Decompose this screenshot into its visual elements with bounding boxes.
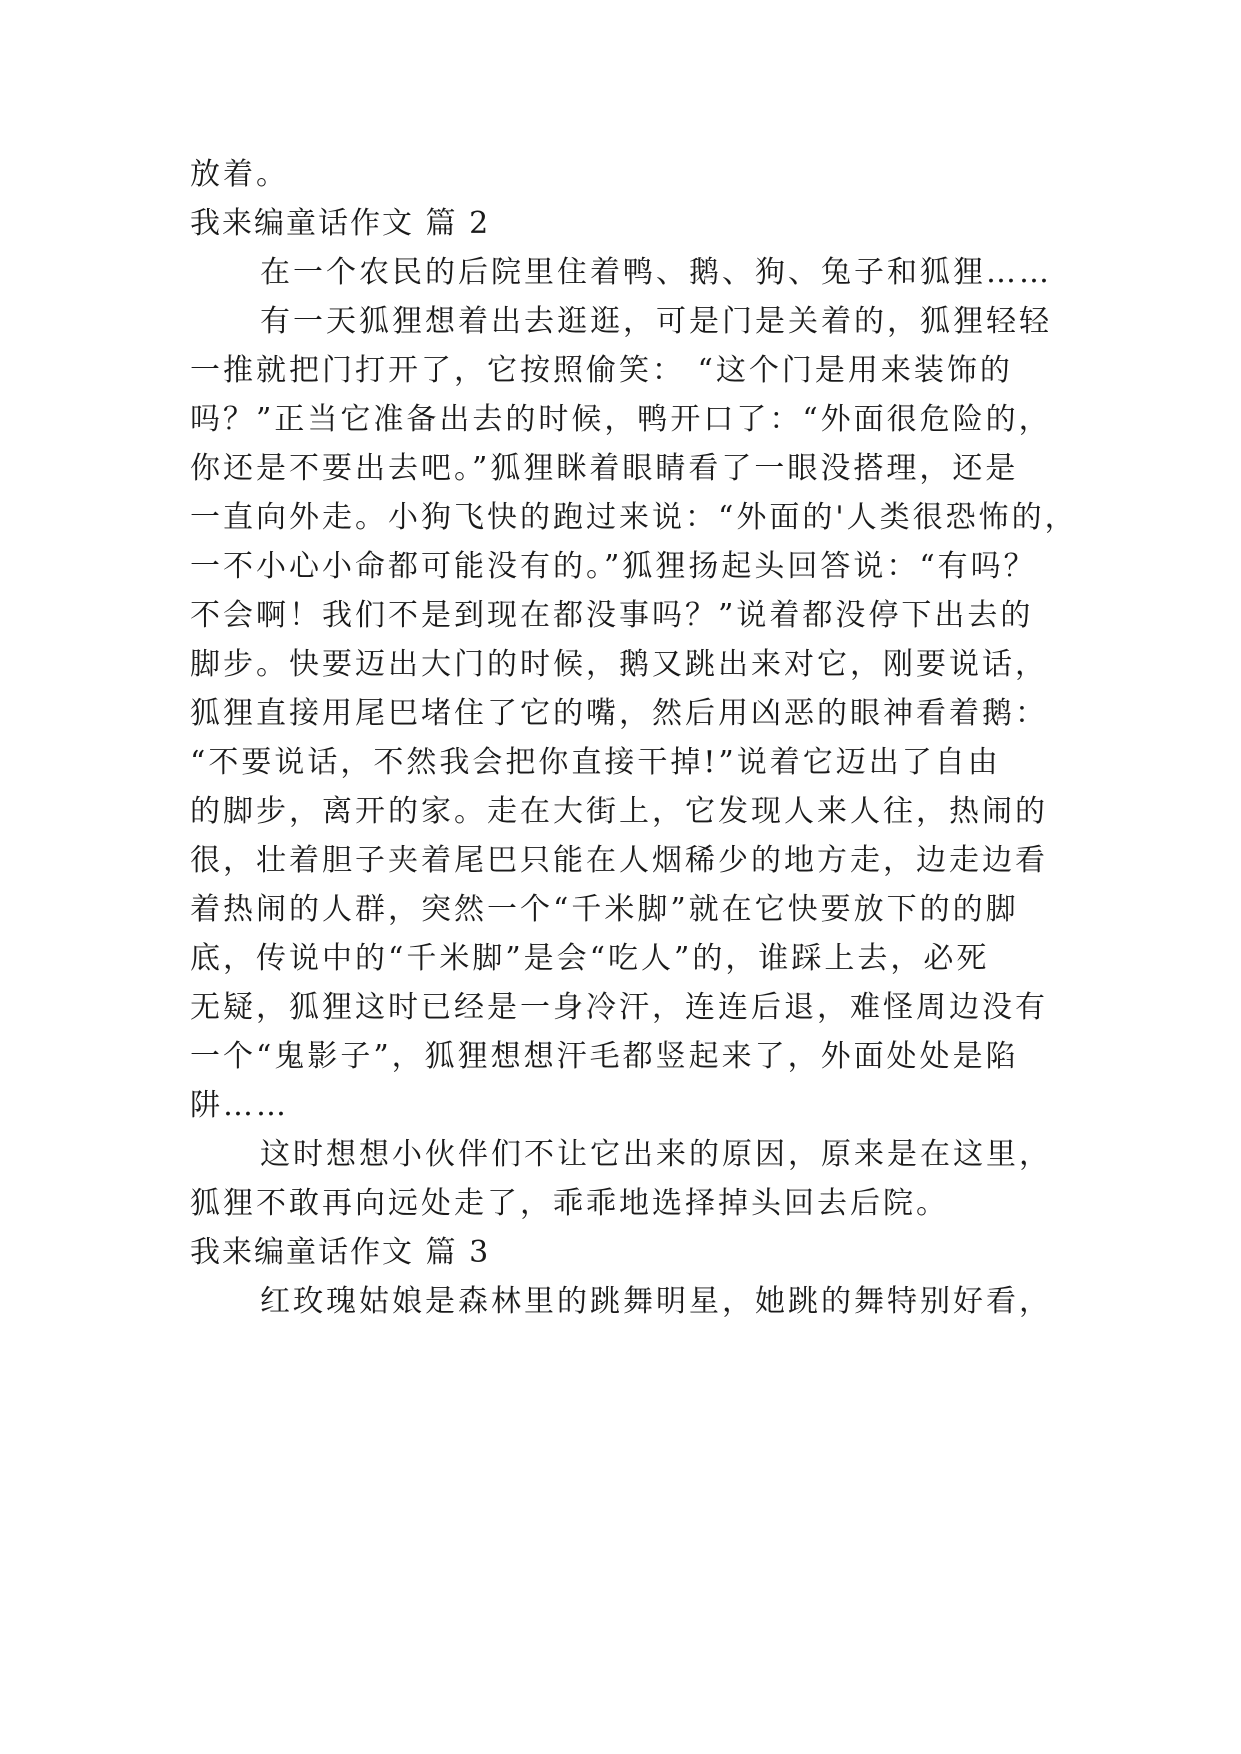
text-line: 一不小心小命都可能没有的。”狐狸扬起头回答说：“有吗？	[190, 549, 1037, 584]
paragraph-first-line: 这时想想小伙伴们不让它出来的原因，原来是在这里，	[260, 1137, 1052, 1172]
paragraph-first-line: 有一天狐狸想着出去逛逛，可是门是关着的，狐狸轻轻	[260, 304, 1052, 339]
text-line: 吗？”正当它准备出去的时候，鸭开口了：“外面很危险的，	[190, 402, 1052, 437]
text-line: 狐狸不敢再向远处走了，乖乖地选择掉头回去后院。	[190, 1186, 949, 1221]
section-heading: 我来编童话作文 篇 2	[190, 206, 491, 241]
text-line: 放着。	[190, 157, 289, 192]
text-line: 着热闹的人群，突然一个“千米脚”就在它快要放下的的脚	[190, 892, 1019, 927]
text-line: 的脚步，离开的家。走在大街上，它发现人来人往，热闹的	[190, 794, 1048, 829]
text-line: 一推就把门打开了，它按照偷笑： “这个门是用来装饰的	[190, 353, 1013, 388]
text-line: 你还是不要出去吧。”狐狸眯着眼睛看了一眼没搭理，还是	[190, 451, 1019, 486]
text-line: 一直向外走。小狗飞快的跑过来说：“外面的'人类很恐怖的，	[190, 500, 1078, 535]
text-line: 一个“鬼影子”，狐狸想想汗毛都竖起来了，外面处处是陷	[190, 1039, 1019, 1074]
section-heading: 我来编童话作文 篇 3	[190, 1235, 491, 1270]
text-line: 无疑，狐狸这时已经是一身冷汗，连连后退，难怪周边没有	[190, 990, 1048, 1025]
paragraph-first-line: 在一个农民的后院里住着鸭、鹅、狗、兔子和狐狸……	[260, 255, 1052, 290]
text-line: 狐狸直接用尾巴堵住了它的嘴，然后用凶恶的眼神看着鹅：	[190, 696, 1048, 731]
text-line: 阱……	[190, 1088, 289, 1123]
text-line: 很，壮着胆子夹着尾巴只能在人烟稀少的地方走，边走边看	[190, 843, 1048, 878]
text-line: 脚步。快要迈出大门的时候，鹅又跳出来对它，刚要说话，	[190, 647, 1048, 682]
document-page	[190, 150, 1078, 1326]
text-line: 底，传说中的“千米脚”是会“吃人”的，谁踩上去，必死	[190, 941, 990, 976]
text-line: “不要说话，不然我会把你直接干掉!”说着它迈出了自由	[190, 745, 1001, 780]
text-line: 不会啊！我们不是到现在都没事吗？”说着都没停下出去的	[190, 598, 1034, 633]
paragraph-first-line: 红玫瑰姑娘是森林里的跳舞明星，她跳的舞特别好看，	[260, 1284, 1052, 1319]
